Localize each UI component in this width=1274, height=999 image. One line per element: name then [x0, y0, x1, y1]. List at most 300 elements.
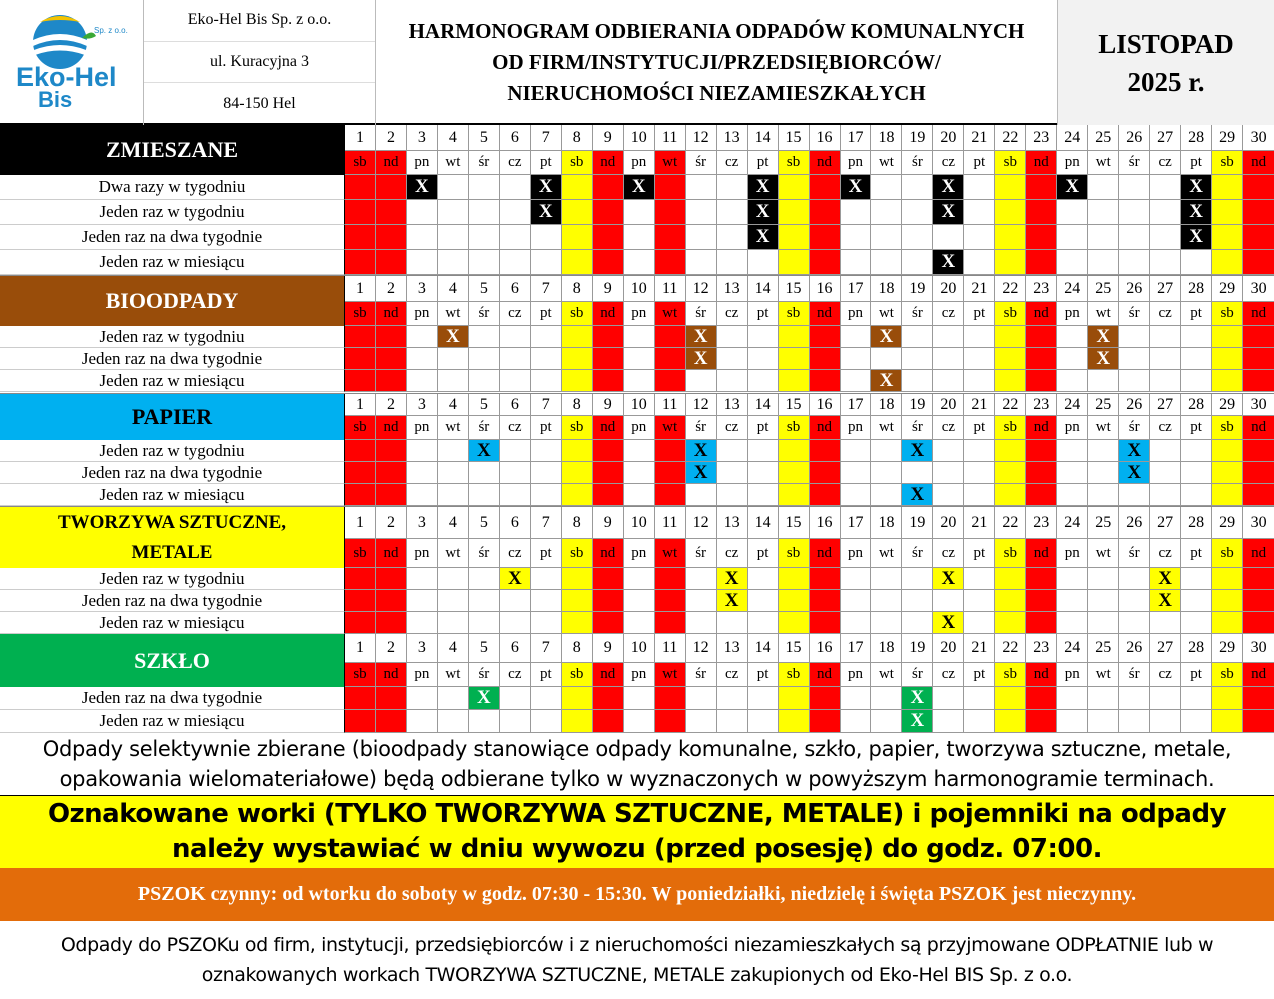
frequency-row: [345, 348, 1274, 370]
day-cell: [1212, 568, 1243, 590]
day-number: 12: [686, 125, 717, 151]
frequency-row: [345, 710, 1274, 733]
day-cell: [562, 462, 593, 484]
day-cell: [469, 710, 500, 733]
weekday-cell: nd: [1243, 663, 1274, 687]
day-cell: [1212, 484, 1243, 506]
frequency-row: [345, 484, 1274, 506]
weekday-cell: nd: [376, 302, 407, 326]
day-cell: [841, 590, 872, 612]
frequency-label: Jeden raz w tygodniu: [0, 326, 345, 348]
day-number: 14: [748, 125, 779, 151]
day-cell: [779, 590, 810, 612]
weekday-cell: cz: [717, 416, 748, 440]
day-cell: [1212, 348, 1243, 370]
day-cell: [655, 225, 686, 250]
day-cell: [1088, 687, 1119, 710]
weekday-cell: pn: [1057, 302, 1088, 326]
day-number: 9: [593, 125, 624, 151]
day-cell: [531, 348, 562, 370]
weekday-cell: pn: [624, 663, 655, 687]
weekday-cell: śr: [686, 416, 717, 440]
day-number: 4: [438, 125, 469, 151]
day-cell: [624, 225, 655, 250]
day-cell: [438, 590, 469, 612]
day-cell: [1181, 484, 1212, 506]
day-number: 23: [1026, 507, 1057, 539]
day-cell: [500, 175, 531, 200]
day-cell: [964, 710, 995, 733]
day-cell: [1212, 440, 1243, 462]
title-line-1: HARMONOGRAM ODBIERANIA ODPADÓW KOMUNALNYCH: [408, 19, 1025, 43]
day-cell: [500, 462, 531, 484]
weekday-cell: nd: [810, 539, 841, 568]
weekday-cell: śr: [902, 302, 933, 326]
day-number: 24: [1057, 507, 1088, 539]
weekday-cell: pn: [407, 539, 438, 568]
day-number: 26: [1119, 507, 1150, 539]
day-cell: [655, 200, 686, 225]
frequency-row: [345, 250, 1274, 275]
day-cell: [345, 612, 376, 634]
day-cell: [1119, 225, 1150, 250]
day-cell: [1119, 687, 1150, 710]
day-cell: [841, 370, 872, 392]
day-cell: [1243, 326, 1274, 348]
day-cell: [1181, 462, 1212, 484]
day-cell: [1026, 568, 1057, 590]
day-cell: [1212, 200, 1243, 225]
day-cell: [376, 225, 407, 250]
day-number: 25: [1088, 394, 1119, 416]
weekday-cell: śr: [1119, 302, 1150, 326]
day-cell: [1150, 462, 1181, 484]
day-cell: [562, 326, 593, 348]
weekday-cell: sb: [562, 663, 593, 687]
day-cell: [1150, 440, 1181, 462]
day-number: 22: [995, 507, 1026, 539]
day-cell: [562, 440, 593, 462]
pickup-mark: X: [686, 326, 717, 348]
weekday-cell: pt: [1181, 416, 1212, 440]
day-cell: [1150, 175, 1181, 200]
day-number: 8: [562, 394, 593, 416]
day-cell: [1119, 326, 1150, 348]
day-cell: [562, 348, 593, 370]
day-cell: [1088, 710, 1119, 733]
day-number: 25: [1088, 634, 1119, 663]
day-number: 1: [345, 276, 376, 302]
day-cell: [531, 590, 562, 612]
day-cell: [345, 687, 376, 710]
day-cell: [871, 612, 902, 634]
frequency-label: Jeden raz w tygodniu: [0, 568, 345, 590]
day-cell: [1181, 710, 1212, 733]
day-cell: [995, 440, 1026, 462]
day-cell: [1026, 440, 1057, 462]
day-cell: [933, 440, 964, 462]
weekday-cell: śr: [1119, 416, 1150, 440]
day-number: 11: [655, 507, 686, 539]
day-cell: [593, 200, 624, 225]
day-cell: [995, 612, 1026, 634]
day-cell: [655, 440, 686, 462]
pickup-mark: X: [902, 710, 933, 733]
day-number: 26: [1119, 394, 1150, 416]
day-cell: [779, 462, 810, 484]
day-cell: [1057, 687, 1088, 710]
day-cell: [376, 710, 407, 733]
day-number: 8: [562, 507, 593, 539]
day-cell: [717, 225, 748, 250]
day-cell: [1057, 484, 1088, 506]
day-number: 21: [964, 394, 995, 416]
day-number: 24: [1057, 394, 1088, 416]
day-cell: [1026, 370, 1057, 392]
day-cell: [995, 462, 1026, 484]
frequency-label: Jeden raz w tygodniu: [0, 440, 345, 462]
day-number: 13: [717, 125, 748, 151]
day-cell: [593, 250, 624, 275]
day-number: 3: [407, 507, 438, 539]
day-number: 19: [902, 276, 933, 302]
pickup-mark: X: [748, 200, 779, 225]
day-number: 16: [810, 507, 841, 539]
day-cell: [655, 175, 686, 200]
day-number: 18: [871, 634, 902, 663]
day-cell: [1119, 175, 1150, 200]
day-cell: [964, 440, 995, 462]
day-cell: [345, 175, 376, 200]
day-cell: [933, 348, 964, 370]
weekday-cell: cz: [933, 539, 964, 568]
day-number: 9: [593, 276, 624, 302]
day-cell: [902, 250, 933, 275]
day-cell: [902, 175, 933, 200]
weekday-cell: nd: [376, 539, 407, 568]
day-cell: [871, 348, 902, 370]
day-cell: [655, 484, 686, 506]
day-cell: [871, 200, 902, 225]
day-cell: [995, 687, 1026, 710]
day-number: 16: [810, 276, 841, 302]
day-number: 14: [748, 276, 779, 302]
day-cell: [1057, 710, 1088, 733]
weekday-cell: śr: [469, 416, 500, 440]
weekday-cell: wt: [438, 663, 469, 687]
day-cell: [964, 370, 995, 392]
day-number: 7: [531, 394, 562, 416]
weekday-cell: pt: [531, 539, 562, 568]
pickup-mark: X: [624, 175, 655, 200]
weekday-cell: wt: [655, 302, 686, 326]
frequency-label: Jeden raz na dwa tygodnie: [0, 225, 345, 250]
weekday-cell: nd: [1026, 302, 1057, 326]
day-cell: [1212, 326, 1243, 348]
day-cell: [562, 590, 593, 612]
day-cell: [964, 225, 995, 250]
day-cell: [1212, 710, 1243, 733]
day-number: 29: [1212, 394, 1243, 416]
weekday-cell: śr: [902, 151, 933, 175]
day-number: 12: [686, 507, 717, 539]
day-number: 21: [964, 507, 995, 539]
day-cell: [593, 370, 624, 392]
day-number: 13: [717, 507, 748, 539]
day-cell: [1243, 484, 1274, 506]
day-number: 17: [841, 394, 872, 416]
day-cell: [376, 200, 407, 225]
day-cell: [593, 590, 624, 612]
day-cell: [1057, 348, 1088, 370]
day-cell: [438, 370, 469, 392]
day-number: 30: [1243, 276, 1274, 302]
frequency-label: Jeden raz na dwa tygodnie: [0, 687, 345, 710]
weekday-cell: nd: [376, 416, 407, 440]
logo-graphic: [0, 0, 144, 125]
day-cell: [624, 590, 655, 612]
day-cell: [933, 462, 964, 484]
weekday-cell: nd: [1243, 302, 1274, 326]
day-cell: [593, 348, 624, 370]
day-cell: [1026, 687, 1057, 710]
day-cell: [624, 568, 655, 590]
header: [0, 0, 1274, 125]
weekday-row: [345, 416, 1274, 440]
day-cell: [407, 710, 438, 733]
frequency-label: Jeden raz w tygodniu: [0, 200, 345, 225]
day-cell: [376, 440, 407, 462]
weekday-cell: nd: [376, 151, 407, 175]
day-number: 20: [933, 507, 964, 539]
day-cell: [531, 710, 562, 733]
day-cell: [810, 348, 841, 370]
weekday-cell: sb: [345, 416, 376, 440]
weekday-cell: śr: [1119, 539, 1150, 568]
weekday-cell: cz: [1150, 302, 1181, 326]
day-cell: [1150, 326, 1181, 348]
day-cell: [841, 326, 872, 348]
day-number: 9: [593, 507, 624, 539]
day-number: 2: [376, 276, 407, 302]
day-cell: [655, 687, 686, 710]
pickup-mark: X: [1181, 225, 1212, 250]
day-cell: [933, 225, 964, 250]
day-cell: [871, 175, 902, 200]
day-cell: [1026, 326, 1057, 348]
day-number: 28: [1181, 507, 1212, 539]
day-cell: [995, 175, 1026, 200]
day-number: 21: [964, 634, 995, 663]
weekday-cell: pn: [1057, 416, 1088, 440]
frequency-row: [345, 612, 1274, 634]
category-header: SZKŁO: [0, 634, 345, 687]
weekday-cell: śr: [469, 663, 500, 687]
day-number: 24: [1057, 276, 1088, 302]
weekday-cell: śr: [686, 663, 717, 687]
day-cell: [407, 590, 438, 612]
weekday-cell: wt: [1088, 663, 1119, 687]
day-cell: [933, 326, 964, 348]
day-cell: [500, 370, 531, 392]
day-number: 6: [500, 634, 531, 663]
day-number: 24: [1057, 634, 1088, 663]
weekday-cell: wt: [438, 302, 469, 326]
day-cell: [531, 687, 562, 710]
day-number: 2: [376, 634, 407, 663]
weekday-cell: sb: [779, 302, 810, 326]
weekday-cell: śr: [1119, 663, 1150, 687]
day-cell: [841, 440, 872, 462]
day-number: 15: [779, 276, 810, 302]
weekday-cell: śr: [469, 302, 500, 326]
day-cell: [871, 462, 902, 484]
month-name: LISTOPAD: [1098, 28, 1234, 59]
weekday-cell: nd: [810, 663, 841, 687]
day-cell: [531, 462, 562, 484]
day-cell: [841, 612, 872, 634]
weekday-cell: cz: [500, 302, 531, 326]
weekday-cell: cz: [500, 539, 531, 568]
weekday-cell: sb: [345, 151, 376, 175]
weekday-cell: wt: [1088, 302, 1119, 326]
day-number: 9: [593, 394, 624, 416]
pickup-mark: X: [933, 200, 964, 225]
day-cell: [810, 175, 841, 200]
day-cell: [624, 200, 655, 225]
weekday-cell: pn: [407, 663, 438, 687]
weekday-cell: wt: [871, 663, 902, 687]
day-cell: [1243, 462, 1274, 484]
day-cell: [1119, 568, 1150, 590]
day-cell: [1150, 225, 1181, 250]
weekday-cell: nd: [593, 151, 624, 175]
day-cell: [1119, 370, 1150, 392]
day-number: 4: [438, 634, 469, 663]
weekday-cell: pn: [1057, 663, 1088, 687]
frequency-label: Jeden raz na dwa tygodnie: [0, 590, 345, 612]
day-number: 30: [1243, 507, 1274, 539]
day-cell: [593, 175, 624, 200]
day-number: 13: [717, 634, 748, 663]
day-cell: [964, 200, 995, 225]
day-cell: [995, 590, 1026, 612]
day-number: 14: [748, 507, 779, 539]
weekday-cell: nd: [593, 416, 624, 440]
day-cell: [376, 250, 407, 275]
weekday-cell: nd: [1026, 663, 1057, 687]
day-cell: [1243, 568, 1274, 590]
weekday-cell: wt: [655, 663, 686, 687]
day-cell: [686, 612, 717, 634]
day-number: 17: [841, 507, 872, 539]
weekday-cell: śr: [469, 539, 500, 568]
day-cell: [964, 687, 995, 710]
day-cell: [871, 568, 902, 590]
pickup-mark: X: [871, 370, 902, 392]
day-cell: [810, 590, 841, 612]
day-cell: [1181, 250, 1212, 275]
pickup-mark: X: [686, 440, 717, 462]
frequency-row: [345, 440, 1274, 462]
day-cell: [562, 175, 593, 200]
day-cell: [810, 568, 841, 590]
day-cell: [717, 612, 748, 634]
day-cell: [624, 710, 655, 733]
day-cell: [717, 462, 748, 484]
day-cell: [1212, 462, 1243, 484]
day-cell: [469, 370, 500, 392]
day-cell: [871, 687, 902, 710]
day-number: 15: [779, 634, 810, 663]
day-cell: [1057, 462, 1088, 484]
day-cell: [748, 568, 779, 590]
day-cell: [1243, 440, 1274, 462]
pickup-mark: X: [717, 590, 748, 612]
day-cell: [779, 568, 810, 590]
day-number: 12: [686, 394, 717, 416]
day-cell: [593, 440, 624, 462]
weekday-cell: wt: [871, 416, 902, 440]
day-number: 20: [933, 394, 964, 416]
day-number: 19: [902, 394, 933, 416]
day-cell: [438, 440, 469, 462]
day-cell: [1088, 568, 1119, 590]
company-city: 84-150 Hel: [223, 94, 296, 112]
frequency-label: Jeden raz w miesiącu: [0, 250, 345, 275]
day-cell: [995, 568, 1026, 590]
day-cell: [1088, 612, 1119, 634]
day-cell: [1119, 348, 1150, 370]
weekday-cell: wt: [438, 151, 469, 175]
day-cell: [655, 370, 686, 392]
day-number: 16: [810, 125, 841, 151]
day-cell: [500, 326, 531, 348]
day-cell: [717, 687, 748, 710]
day-cell: [438, 612, 469, 634]
weekday-cell: śr: [469, 151, 500, 175]
weekday-cell: pt: [531, 151, 562, 175]
day-cell: [810, 484, 841, 506]
day-cell: [624, 326, 655, 348]
day-cell: [655, 568, 686, 590]
day-number: 6: [500, 507, 531, 539]
logo-small-text: Sp. z o.o.: [94, 26, 128, 35]
day-cell: [1150, 612, 1181, 634]
day-cell: [1088, 200, 1119, 225]
frequency-label: Jeden raz w miesiącu: [0, 612, 345, 634]
day-cell: [717, 175, 748, 200]
day-cell: [1026, 175, 1057, 200]
weekday-cell: pt: [748, 663, 779, 687]
pickup-mark: X: [748, 175, 779, 200]
day-number: 1: [345, 507, 376, 539]
day-cell: [469, 225, 500, 250]
weekday-cell: sb: [1212, 663, 1243, 687]
frequency-row: [345, 590, 1274, 612]
day-cell: [748, 687, 779, 710]
day-cell: [1212, 612, 1243, 634]
day-number: 28: [1181, 394, 1212, 416]
category-header: BIOODPADY: [0, 276, 345, 326]
pszok-payment-note: Odpady do PSZOKu od firm, instytucji, przedsiębiorców i z nieruchomości niezamieszkałych są przyjmowane ODPŁATNIE lub w oznakowanych workach TWORZYWA SZTUCZNE, METALE zakupionych od Eko-Hel BIS Sp. z o.o.: [60, 934, 1214, 986]
day-cell: [500, 200, 531, 225]
day-cell: [593, 484, 624, 506]
day-number: 10: [624, 507, 655, 539]
day-number: 27: [1150, 394, 1181, 416]
weekday-cell: nd: [1243, 151, 1274, 175]
section-2: [0, 394, 1274, 507]
